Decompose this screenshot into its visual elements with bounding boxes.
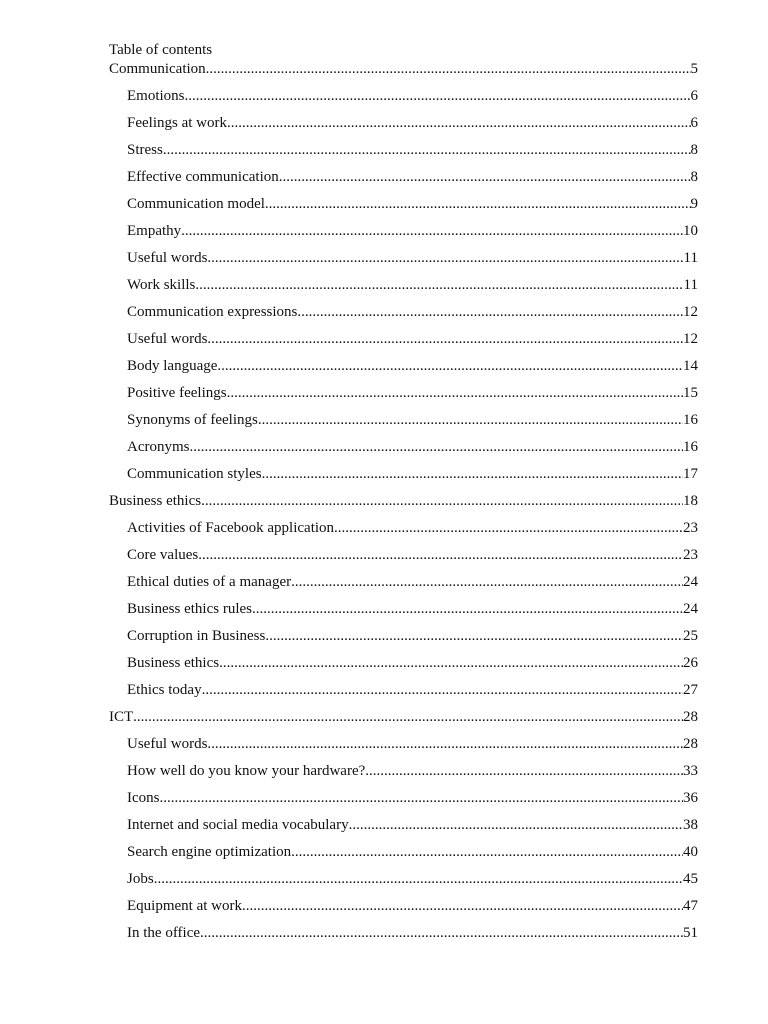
toc-dot-leader (154, 870, 683, 888)
toc-dot-leader (262, 465, 683, 483)
toc-entry-page-number: 23 (683, 547, 698, 563)
toc-entry-title: Body language (127, 358, 218, 374)
toc-entry[interactable] (109, 303, 698, 321)
toc-entry[interactable] (109, 897, 698, 915)
toc-entry-page-number: 24 (683, 574, 698, 590)
toc-entry-page-number: 5 (690, 61, 698, 77)
toc-dot-leader (291, 843, 683, 861)
toc-entry-title: Business ethics (127, 655, 220, 671)
toc-dot-leader (207, 330, 683, 348)
toc-entry-page-number: 18 (683, 493, 698, 509)
toc-entry[interactable] (109, 357, 698, 375)
toc-entry-title: Ethics today (127, 682, 202, 698)
toc-entry[interactable] (109, 708, 698, 726)
toc-entry-page-number: 12 (683, 331, 698, 347)
toc-entry-page-number: 33 (683, 763, 698, 779)
toc-dot-leader (198, 546, 683, 564)
toc-entry-title: Acronyms (127, 439, 190, 455)
toc-entry-title: Useful words (127, 250, 208, 266)
toc-entry-page-number: 12 (683, 304, 698, 320)
toc-dot-leader (242, 897, 683, 915)
toc-dot-leader (207, 735, 683, 753)
toc-entry-title: Feelings at work (127, 115, 227, 131)
toc-entry-title: Core values (127, 547, 199, 563)
toc-entry[interactable] (109, 168, 698, 186)
toc-heading: Table of contents (109, 42, 213, 58)
toc-entry-title: Positive feelings (127, 385, 227, 401)
toc-entry[interactable] (109, 465, 698, 483)
toc-entry-page-number: 51 (683, 925, 698, 941)
toc-entry-page-number: 10 (683, 223, 698, 239)
toc-entry-page-number: 14 (683, 358, 698, 374)
toc-dot-leader (195, 276, 683, 294)
toc-dot-leader (265, 627, 683, 645)
toc-entry-page-number: 24 (683, 601, 698, 617)
toc-entry-page-number: 26 (683, 655, 698, 671)
toc-entry-title: Stress (127, 142, 163, 158)
toc-entry-page-number: 38 (683, 817, 698, 833)
toc-entry-title: Activities of Facebook application (127, 520, 335, 536)
toc-entry[interactable] (109, 870, 698, 888)
toc-entry[interactable] (109, 492, 698, 510)
toc-entry-title: How well do you know your hardware? (127, 763, 366, 779)
toc-entry-title: Jobs (127, 871, 154, 887)
toc-entry-title: Effective communication (127, 169, 279, 185)
toc-entry-title: Synonyms of feelings (127, 412, 258, 428)
toc-entry-title: Empathy (127, 223, 182, 239)
toc-entry[interactable] (109, 330, 698, 348)
toc-entry-page-number: 47 (683, 898, 698, 914)
toc-entry[interactable] (109, 114, 698, 132)
toc-entry-title: Communication styles (127, 466, 262, 482)
toc-entry-title: Corruption in Business (127, 628, 266, 644)
toc-dot-leader (349, 816, 683, 834)
toc-entry[interactable] (109, 249, 698, 267)
toc-entry-page-number: 16 (683, 439, 698, 455)
toc-entry-page-number: 36 (683, 790, 698, 806)
toc-entry[interactable] (109, 762, 698, 780)
toc-entry-title: Icons (127, 790, 160, 806)
toc-entry-title: Business ethics (109, 493, 202, 509)
toc-entry[interactable] (109, 789, 698, 807)
toc-entry[interactable] (109, 195, 698, 213)
toc-entry-page-number: 6 (690, 115, 698, 131)
toc-entry[interactable] (109, 924, 698, 942)
toc-dot-leader (133, 708, 683, 726)
toc-entry-title: Equipment at work (127, 898, 242, 914)
toc-dot-leader (200, 924, 683, 942)
toc-entry[interactable] (109, 573, 698, 591)
toc-entry[interactable] (109, 519, 698, 537)
toc-dot-leader (201, 492, 683, 510)
toc-dot-leader (279, 168, 691, 186)
toc-dot-leader (207, 249, 683, 267)
toc-entry-page-number: 9 (690, 196, 698, 212)
toc-entry[interactable] (109, 87, 698, 105)
toc-entry-title: Business ethics rules (127, 601, 252, 617)
toc-entry-title: Useful words (127, 736, 208, 752)
toc-dot-leader (160, 789, 684, 807)
toc-entry-page-number: 28 (683, 709, 698, 725)
toc-entry-page-number: 25 (683, 628, 698, 644)
toc-dot-leader (163, 141, 691, 159)
toc-entry[interactable] (109, 546, 698, 564)
toc-dot-leader (217, 357, 683, 375)
toc-entry-title: Internet and social media vocabulary (127, 817, 349, 833)
toc-entry-page-number: 8 (690, 169, 698, 185)
toc-entry-page-number: 27 (683, 682, 698, 698)
toc-entry[interactable] (109, 816, 698, 834)
toc-entry-page-number: 11 (683, 277, 698, 293)
toc-entry-page-number: 6 (690, 88, 698, 104)
toc-entry[interactable] (109, 222, 698, 240)
toc-entry[interactable] (109, 843, 698, 861)
toc-entry[interactable] (109, 276, 698, 294)
toc-entry[interactable] (109, 438, 698, 456)
toc-entry-title: Communication expressions (127, 304, 298, 320)
toc-dot-leader (219, 654, 683, 672)
toc-dot-leader (297, 303, 683, 321)
toc-entry-page-number: 17 (683, 466, 698, 482)
toc-entry-page-number: 40 (683, 844, 698, 860)
toc-dot-leader (365, 762, 683, 780)
toc-dot-leader (291, 573, 683, 591)
toc-entry-title: Communication (109, 61, 206, 77)
toc-dot-leader (206, 60, 691, 78)
toc-list (109, 60, 698, 942)
toc-dot-leader (227, 384, 683, 402)
toc-entry[interactable] (109, 600, 698, 618)
toc-entry-page-number: 45 (683, 871, 698, 887)
toc-dot-leader (227, 114, 691, 132)
toc-entry-page-number: 16 (683, 412, 698, 428)
toc-dot-leader (252, 600, 683, 618)
toc-entry-page-number: 11 (683, 250, 698, 266)
toc-entry-title: ICT (109, 709, 134, 725)
toc-dot-leader (265, 195, 691, 213)
toc-entry-page-number: 28 (683, 736, 698, 752)
toc-entry-title: Emotions (127, 88, 185, 104)
toc-entry[interactable] (109, 654, 698, 672)
toc-entry[interactable] (109, 384, 698, 402)
toc-dot-leader (334, 519, 683, 537)
toc-entry[interactable] (109, 735, 698, 753)
toc-entry[interactable] (109, 411, 698, 429)
toc-dot-leader (181, 222, 683, 240)
toc-entry-title: Useful words (127, 331, 208, 347)
toc-dot-leader (190, 438, 684, 456)
toc-entry-page-number: 15 (683, 385, 698, 401)
toc-entry[interactable] (109, 141, 698, 159)
toc-dot-leader (185, 87, 691, 105)
toc-entry-page-number: 23 (683, 520, 698, 536)
toc-dot-leader (202, 681, 683, 699)
toc-entry[interactable] (109, 60, 698, 78)
toc-dot-leader (258, 411, 683, 429)
toc-entry-page-number: 8 (690, 142, 698, 158)
toc-entry-title: Communication model (127, 196, 265, 212)
toc-entry-title: In the office (127, 925, 201, 941)
toc-entry[interactable] (109, 627, 698, 645)
toc-entry[interactable] (109, 681, 698, 699)
toc-entry-title: Search engine optimization (127, 844, 292, 860)
toc-entry-title: Work skills (127, 277, 196, 293)
toc-entry-title: Ethical duties of a manager (127, 574, 292, 590)
